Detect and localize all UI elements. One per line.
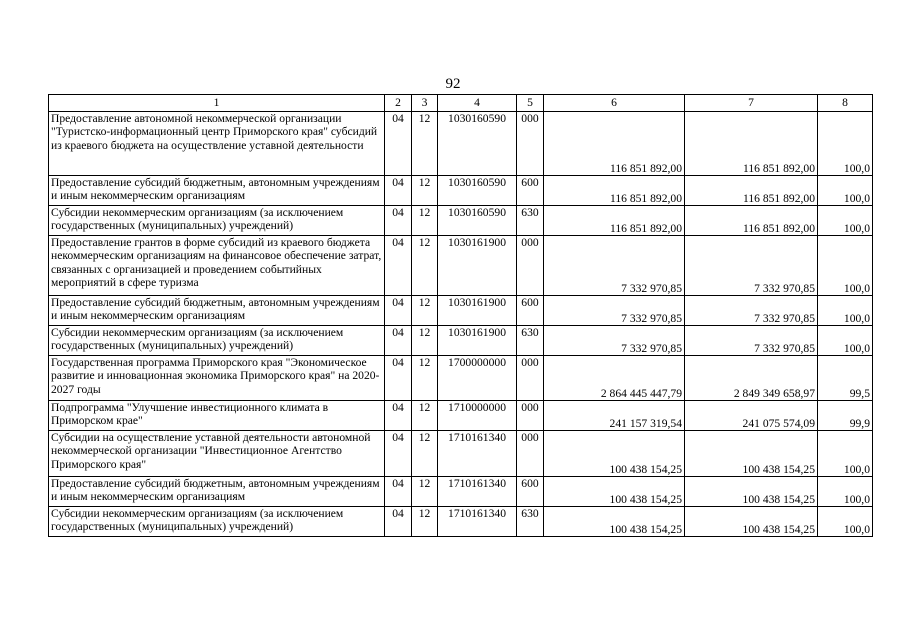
section-code-cell: 04 <box>385 326 412 356</box>
expense-type-cell: 000 <box>517 356 544 401</box>
subsection-code-cell: 12 <box>412 326 438 356</box>
actual-amount-cell: 7 332 970,85 <box>685 296 818 326</box>
percent-cell: 100,0 <box>818 431 873 477</box>
subsection-code-cell: 12 <box>412 477 438 507</box>
target-article-cell: 1030161900 <box>438 296 517 326</box>
planned-amount-cell: 116 851 892,00 <box>544 206 685 236</box>
percent-cell: 100,0 <box>818 296 873 326</box>
header-cell: 5 <box>517 95 544 112</box>
description-cell: Предоставление субсидий бюджетным, автономным учреждениям и иным некоммерческим организациям <box>49 296 385 326</box>
table-row <box>49 477 873 507</box>
description-cell: Подпрограмма "Улучшение инвестиционного климата в Приморском крае" <box>49 401 385 431</box>
description-cell: Субсидии на осуществление уставной деятельности автономной некоммерческой организации "Инвестиционное Агентство Приморского края" <box>49 431 385 477</box>
description-cell: Предоставление субсидий бюджетным, автономным учреждениям и иным некоммерческим организациям <box>49 477 385 507</box>
budget-table <box>48 94 873 537</box>
target-article-cell: 1700000000 <box>438 356 517 401</box>
expense-type-cell: 000 <box>517 431 544 477</box>
target-article-cell: 1710161340 <box>438 477 517 507</box>
actual-amount-cell: 7 332 970,85 <box>685 326 818 356</box>
actual-amount-cell: 116 851 892,00 <box>685 206 818 236</box>
table-row <box>49 176 873 206</box>
page-number: 92 <box>445 76 461 92</box>
expense-type-cell: 630 <box>517 507 544 537</box>
header-cell: 1 <box>49 95 385 112</box>
header-cell: 3 <box>412 95 438 112</box>
section-code-cell: 04 <box>385 507 412 537</box>
actual-amount-cell: 100 438 154,25 <box>685 431 818 477</box>
header-cell: 2 <box>385 95 412 112</box>
expense-type-cell: 000 <box>517 236 544 296</box>
table-row <box>49 326 873 356</box>
target-article-cell: 1710161340 <box>438 507 517 537</box>
actual-amount-cell: 100 438 154,25 <box>685 507 818 537</box>
planned-amount-cell: 100 438 154,25 <box>544 431 685 477</box>
target-article-cell: 1710161340 <box>438 431 517 477</box>
target-article-cell: 1030161900 <box>438 236 517 296</box>
table-row <box>49 296 873 326</box>
section-code-cell: 04 <box>385 112 412 176</box>
planned-amount-cell: 7 332 970,85 <box>544 236 685 296</box>
planned-amount-cell: 241 157 319,54 <box>544 401 685 431</box>
subsection-code-cell: 12 <box>412 112 438 176</box>
section-code-cell: 04 <box>385 206 412 236</box>
planned-amount-cell: 116 851 892,00 <box>544 112 685 176</box>
percent-cell: 100,0 <box>818 326 873 356</box>
header-cell: 6 <box>544 95 685 112</box>
subsection-code-cell: 12 <box>412 431 438 477</box>
expense-type-cell: 000 <box>517 112 544 176</box>
percent-cell: 100,0 <box>818 236 873 296</box>
table-row <box>49 112 873 176</box>
description-cell: Предоставление субсидий бюджетным, автономным учреждениям и иным некоммерческим организациям <box>49 176 385 206</box>
section-code-cell: 04 <box>385 477 412 507</box>
table-row <box>49 507 873 537</box>
description-cell: Предоставление автономной некоммерческой организации "Туристско-информационный центр Приморского края" субсидий из краевого бюджета на осуществление уставной деятельности <box>49 112 385 176</box>
header-cell: 7 <box>685 95 818 112</box>
percent-cell: 99,9 <box>818 401 873 431</box>
actual-amount-cell: 116 851 892,00 <box>685 176 818 206</box>
actual-amount-cell: 2 849 349 658,97 <box>685 356 818 401</box>
header-row <box>49 95 873 112</box>
table-row <box>49 401 873 431</box>
description-cell: Предоставление грантов в форме субсидий из краевого бюджета некоммерческим организациям на финансовое обеспечение затрат, связанных с организацией и проведением событийных мероприятий в сфере туризма <box>49 236 385 296</box>
planned-amount-cell: 7 332 970,85 <box>544 296 685 326</box>
target-article-cell: 1030160590 <box>438 176 517 206</box>
target-article-cell: 1710000000 <box>438 401 517 431</box>
subsection-code-cell: 12 <box>412 206 438 236</box>
expense-type-cell: 000 <box>517 401 544 431</box>
percent-cell: 100,0 <box>818 206 873 236</box>
actual-amount-cell: 116 851 892,00 <box>685 112 818 176</box>
header-cell: 8 <box>818 95 873 112</box>
table-row <box>49 431 873 477</box>
percent-cell: 100,0 <box>818 176 873 206</box>
section-code-cell: 04 <box>385 401 412 431</box>
section-code-cell: 04 <box>385 296 412 326</box>
section-code-cell: 04 <box>385 431 412 477</box>
planned-amount-cell: 116 851 892,00 <box>544 176 685 206</box>
expense-type-cell: 630 <box>517 326 544 356</box>
description-cell: Субсидии некоммерческим организациям (за исключением государственных (муниципальных) учреждений) <box>49 507 385 537</box>
percent-cell: 100,0 <box>818 477 873 507</box>
expense-type-cell: 630 <box>517 206 544 236</box>
subsection-code-cell: 12 <box>412 176 438 206</box>
planned-amount-cell: 100 438 154,25 <box>544 477 685 507</box>
table-row <box>49 206 873 236</box>
section-code-cell: 04 <box>385 236 412 296</box>
header-cell: 4 <box>438 95 517 112</box>
percent-cell: 99,5 <box>818 356 873 401</box>
percent-cell: 100,0 <box>818 112 873 176</box>
expense-type-cell: 600 <box>517 176 544 206</box>
subsection-code-cell: 12 <box>412 356 438 401</box>
expense-type-cell: 600 <box>517 296 544 326</box>
subsection-code-cell: 12 <box>412 236 438 296</box>
subsection-code-cell: 12 <box>412 296 438 326</box>
target-article-cell: 1030160590 <box>438 206 517 236</box>
table-row <box>49 236 873 296</box>
subsection-code-cell: 12 <box>412 401 438 431</box>
target-article-cell: 1030161900 <box>438 326 517 356</box>
planned-amount-cell: 7 332 970,85 <box>544 326 685 356</box>
expense-type-cell: 600 <box>517 477 544 507</box>
planned-amount-cell: 100 438 154,25 <box>544 507 685 537</box>
actual-amount-cell: 241 075 574,09 <box>685 401 818 431</box>
description-cell: Субсидии некоммерческим организациям (за исключением государственных (муниципальных) учреждений) <box>49 206 385 236</box>
table-row <box>49 356 873 401</box>
section-code-cell: 04 <box>385 176 412 206</box>
target-article-cell: 1030160590 <box>438 112 517 176</box>
actual-amount-cell: 100 438 154,25 <box>685 477 818 507</box>
description-cell: Субсидии некоммерческим организациям (за исключением государственных (муниципальных) учреждений) <box>49 326 385 356</box>
percent-cell: 100,0 <box>818 507 873 537</box>
subsection-code-cell: 12 <box>412 507 438 537</box>
planned-amount-cell: 2 864 445 447,79 <box>544 356 685 401</box>
description-cell: Государственная программа Приморского края "Экономическое развитие и инновационная экономика Приморского края" на 2020-2027 годы <box>49 356 385 401</box>
section-code-cell: 04 <box>385 356 412 401</box>
actual-amount-cell: 7 332 970,85 <box>685 236 818 296</box>
